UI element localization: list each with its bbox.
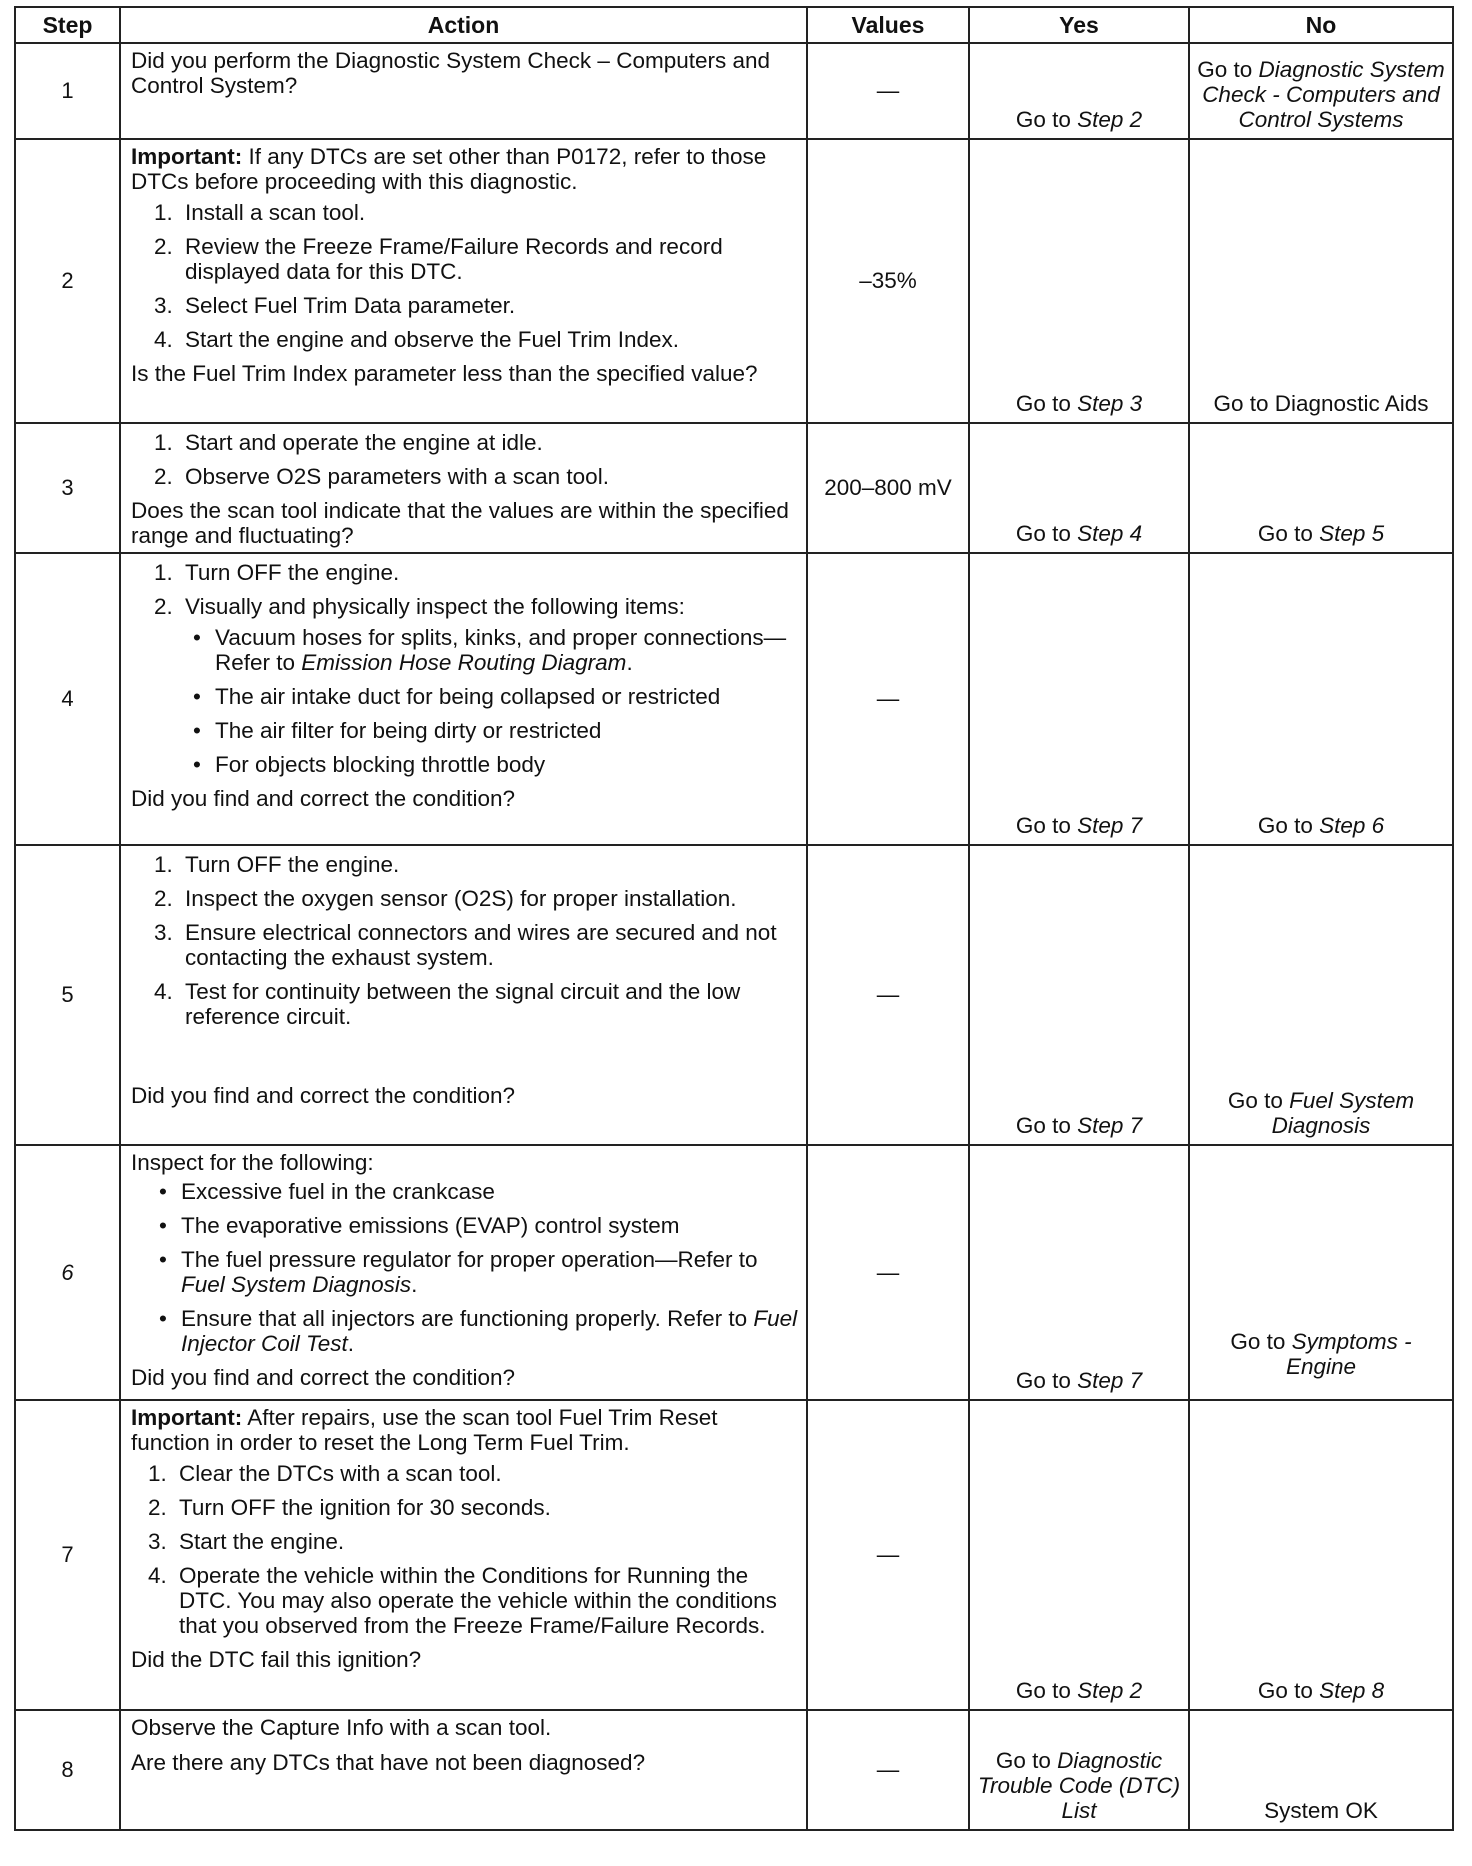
- no-prefix: Go to: [1230, 1329, 1292, 1354]
- step-number: 4: [15, 553, 120, 845]
- list-item: 3. Ensure electrical connectors and wires are secured and not contacting the exhaust system.: [179, 920, 798, 970]
- no-cell: [1189, 1400, 1453, 1710]
- step-number: 5: [15, 845, 120, 1145]
- no-link[interactable]: Step 6: [1319, 813, 1385, 838]
- table-row-step-3: [15, 423, 1453, 553]
- yes-link[interactable]: Step 4: [1077, 521, 1143, 546]
- no-cell: [1189, 423, 1453, 553]
- table-row-step-8: [15, 1710, 1453, 1830]
- no-prefix: Go to: [1257, 1678, 1320, 1703]
- yes-prefix: Go to: [1015, 521, 1078, 546]
- no-cell: [1189, 845, 1453, 1145]
- yes-cell: [969, 139, 1189, 423]
- table-row-step-2: [15, 139, 1453, 423]
- no-link[interactable]: Step 8: [1319, 1678, 1385, 1703]
- action-cell: [120, 553, 807, 845]
- bullet-item: • The air filter for being dirty or restricted: [205, 718, 798, 743]
- bullet-list: [131, 1179, 798, 1356]
- yes-prefix: Go to: [1015, 1368, 1078, 1393]
- list-item: 4. Start the engine and observe the Fuel Trim Index.: [179, 327, 798, 352]
- bullet-text: The fuel pressure regulator for proper operation—Refer to: [181, 1247, 758, 1272]
- list-item: 2. Inspect the oxygen sensor (O2S) for proper installation.: [179, 886, 798, 911]
- no-prefix: Go to: [1197, 57, 1259, 82]
- reference-link[interactable]: Fuel System Diagnosis: [181, 1272, 412, 1297]
- yes-prefix: Go to: [995, 1748, 1058, 1773]
- action-cell: [120, 423, 807, 553]
- action-cell: [120, 1145, 807, 1400]
- action-question: Did the DTC fail this ignition?: [131, 1647, 422, 1672]
- no-link[interactable]: Fuel System Diagnosis: [1271, 1088, 1415, 1138]
- bullet-item: • Excessive fuel in the crankcase: [171, 1179, 798, 1204]
- important-note: [131, 1405, 798, 1455]
- list-item: 2. Turn OFF the ignition for 30 seconds.: [173, 1495, 798, 1520]
- no-cell: [1189, 1145, 1453, 1400]
- list-item: 4. Test for continuity between the signal circuit and the low reference circuit.: [179, 979, 798, 1029]
- yes-link[interactable]: Step 3: [1077, 391, 1143, 416]
- step-number: 8: [15, 1710, 120, 1830]
- no-cell: [1189, 43, 1453, 139]
- list-item: 2. Observe O2S parameters with a scan tool.: [179, 464, 798, 489]
- action-cell: [120, 845, 807, 1145]
- header-action: Action: [120, 7, 807, 43]
- value-cell: —: [807, 1400, 969, 1710]
- yes-cell: [969, 1710, 1189, 1830]
- diagnostic-table: [14, 6, 1454, 1831]
- step-number: 2: [15, 139, 120, 423]
- table-row-step-4: [15, 553, 1453, 845]
- step-number: 6: [15, 1145, 120, 1400]
- yes-prefix: Go to: [1015, 1678, 1078, 1703]
- list-item: 3. Select Fuel Trim Data parameter.: [179, 293, 798, 318]
- header-row: [15, 7, 1453, 43]
- yes-cell: [969, 845, 1189, 1145]
- yes-link[interactable]: Step 7: [1077, 1113, 1143, 1138]
- step-list: [131, 560, 798, 777]
- value-cell: 200–800 mV: [807, 423, 969, 553]
- important-text: If any DTCs are set other than P0172, refer to those DTCs before proceeding with this diagnostic.: [131, 144, 767, 194]
- step-number: 3: [15, 423, 120, 553]
- list-item-text: Visually and physically inspect the following items:: [185, 594, 685, 619]
- table-row-step-5: [15, 845, 1453, 1145]
- action-cell: [120, 1400, 807, 1710]
- important-note: [131, 144, 798, 194]
- step-number: 1: [15, 43, 120, 139]
- table-row-step-1: [15, 43, 1453, 139]
- yes-prefix: Go to: [1015, 813, 1078, 838]
- no-link[interactable]: Symptoms - Engine: [1285, 1329, 1412, 1379]
- action-cell: [120, 139, 807, 423]
- no-cell: [1189, 553, 1453, 845]
- bullet-list: [185, 625, 798, 777]
- action-question: Did you find and correct the condition?: [131, 786, 515, 811]
- list-item: 1. Clear the DTCs with a scan tool.: [173, 1461, 798, 1486]
- action-question: Is the Fuel Trim Index parameter less than the specified value?: [131, 361, 758, 386]
- reference-link[interactable]: Emission Hose Routing Diagram: [301, 650, 627, 675]
- yes-prefix: Go to: [1015, 1113, 1078, 1138]
- bullet-text: Ensure that all injectors are functioning properly. Refer to: [181, 1306, 754, 1331]
- value-cell: —: [807, 1710, 969, 1830]
- bullet-item: • The air intake duct for being collapsed or restricted: [205, 684, 798, 709]
- bullet-text: Vacuum hoses for splits, kinks, and proper connections—Refer to: [215, 625, 787, 675]
- table-row-step-6: [15, 1145, 1453, 1400]
- action-question: Does the scan tool indicate that the values are within the specified range and fluctuating?: [131, 498, 789, 548]
- yes-link[interactable]: Step 7: [1077, 1368, 1143, 1393]
- yes-link[interactable]: Diagnostic Trouble Code (DTC) List: [977, 1748, 1181, 1823]
- action-cell: [120, 1710, 807, 1830]
- value-cell: —: [807, 845, 969, 1145]
- bullet-item: [205, 625, 798, 675]
- list-item: 2. Review the Freeze Frame/Failure Records and record displayed data for this DTC.: [179, 234, 798, 284]
- step-list: [131, 200, 798, 352]
- value-cell: –35%: [807, 139, 969, 423]
- list-item: 1. Turn OFF the engine.: [179, 560, 798, 585]
- bullet-item: [171, 1247, 798, 1297]
- header-step: Step: [15, 7, 120, 43]
- important-text: After repairs, use the scan tool Fuel Trim Reset function in order to reset the Long Term Fuel Trim.: [131, 1405, 718, 1455]
- bullet-item: • The evaporative emissions (EVAP) control system: [171, 1213, 798, 1238]
- bullet-end: .: [411, 1272, 418, 1297]
- action-question: Did you perform the Diagnostic System Check – Computers and Control System?: [131, 48, 771, 98]
- header-values: Values: [807, 7, 969, 43]
- step-number: 7: [15, 1400, 120, 1710]
- yes-cell: [969, 423, 1189, 553]
- action-question: Did you find and correct the condition?: [131, 1365, 515, 1390]
- step-list: [131, 852, 798, 1029]
- yes-link[interactable]: Step 2: [1077, 1678, 1143, 1703]
- no-link[interactable]: Diagnostic System Check - Computers and Control Systems: [1202, 57, 1445, 132]
- no-cell[interactable]: System OK: [1189, 1710, 1453, 1830]
- yes-cell: [969, 1400, 1189, 1710]
- table-row-step-7: [15, 1400, 1453, 1710]
- yes-cell: [969, 1145, 1189, 1400]
- important-label: Important:: [131, 1405, 243, 1430]
- list-item: 4. Operate the vehicle within the Conditions for Running the DTC. You may also operate the vehicle within the conditions that you observed from the Freeze Frame/Failure Records.: [173, 1563, 798, 1638]
- yes-link[interactable]: Step 2: [1077, 107, 1143, 132]
- bullet-end: .: [626, 650, 633, 675]
- no-prefix: Go to: [1257, 813, 1320, 838]
- list-item: [179, 594, 798, 777]
- action-intro: Observe the Capture Info with a scan tool.: [131, 1715, 552, 1740]
- no-prefix: Go to: [1227, 1088, 1290, 1113]
- no-cell[interactable]: Go to Diagnostic Aids: [1189, 139, 1453, 423]
- yes-cell: [969, 553, 1189, 845]
- value-cell: —: [807, 553, 969, 845]
- important-label: Important:: [131, 144, 243, 169]
- step-list: [131, 1461, 798, 1638]
- yes-prefix: Go to: [1015, 391, 1078, 416]
- action-cell: [120, 43, 807, 139]
- list-item: 1. Install a scan tool.: [179, 200, 798, 225]
- header-yes: Yes: [969, 7, 1189, 43]
- list-item: 1. Start and operate the engine at idle.: [179, 430, 798, 455]
- list-item: 1. Turn OFF the engine.: [179, 852, 798, 877]
- value-cell: —: [807, 43, 969, 139]
- yes-prefix: Go to: [1015, 107, 1078, 132]
- yes-cell: [969, 43, 1189, 139]
- bullet-end: .: [347, 1331, 355, 1356]
- value-cell: —: [807, 1145, 969, 1400]
- step-list: [131, 430, 798, 489]
- no-link[interactable]: Step 5: [1319, 521, 1385, 546]
- action-question: Are there any DTCs that have not been diagnosed?: [131, 1750, 646, 1775]
- action-question: Did you find and correct the condition?: [131, 1083, 515, 1108]
- yes-link[interactable]: Step 7: [1077, 813, 1143, 838]
- no-prefix: Go to: [1257, 521, 1320, 546]
- bullet-item: [171, 1306, 798, 1356]
- bullet-item: • For objects blocking throttle body: [205, 752, 798, 777]
- header-no: No: [1189, 7, 1453, 43]
- action-intro: Inspect for the following:: [131, 1150, 374, 1175]
- list-item: 3. Start the engine.: [173, 1529, 798, 1554]
- reference-link[interactable]: Fuel Injector Coil Test: [181, 1306, 798, 1356]
